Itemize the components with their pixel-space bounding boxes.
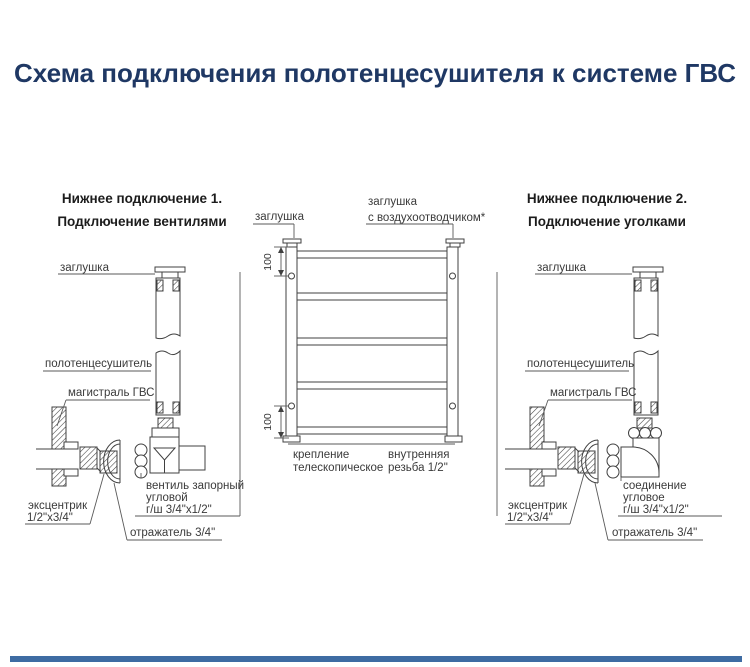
left-eccentric-label-1: эксцентрик [28,500,88,512]
right-heading-2: Подключение уголками [528,214,686,229]
left-valve-label-1: вентиль запорный [146,480,245,492]
left-diagram [25,191,244,540]
left-cap-drawing [155,267,185,278]
center-airvent-label-2: с воздухоотводчиком* [368,212,486,224]
center-diagram [253,196,486,474]
left-plug-label: заглушка [60,262,109,274]
right-main-label: магистраль ГВС [550,387,637,399]
left-valve-label-2: угловой [146,492,188,504]
left-reflector-label: отражатель 3/4" [130,527,216,539]
right-elbow-label-2: угловое [623,492,665,504]
center-dim-top-value: 100 [262,253,274,271]
left-wall-pipe-drawing [36,407,78,486]
left-heading-2: Подключение вентилями [57,214,227,229]
left-valve-drawing [135,418,205,478]
right-rail-drawing [634,278,658,415]
right-eccentric-label-2: 1/2"x3/4" [507,512,553,524]
right-elbow-label-1: соединение [623,480,687,492]
center-dim-bottom [262,406,289,438]
right-eccentric-label-1: эксцентрик [508,500,568,512]
right-heading-1: Нижнее подключение 2. [526,191,688,206]
left-main-label: магистраль ГВС [68,387,155,399]
right-plug-label: заглушка [537,262,586,274]
center-dim-top [262,247,289,276]
footer-accent-bar [10,656,742,662]
center-mount-label-2: телескопическое [293,462,384,474]
center-mount-label-1: крепление [293,449,350,461]
center-thread-label-1: внутренняя [388,449,450,461]
left-eccentric-label-2: 1/2"x3/4" [27,512,73,524]
center-caps-drawing [283,239,464,247]
left-heading-1: Нижнее подключение 1. [61,191,223,206]
left-towel-rail-label: полотенцесушитель [45,358,153,370]
center-dim-bottom-value: 100 [262,413,274,431]
right-elbow-label-3: г/ш 3/4"x1/2" [623,504,689,516]
right-reflector-label: отражатель 3/4" [612,527,698,539]
center-thread-label-2: резьба 1/2" [388,462,448,474]
left-rail-drawing [156,278,180,415]
left-valve-label-3: г/ш 3/4"x1/2" [146,504,212,516]
center-rungs-drawing [297,251,447,434]
right-towel-rail-label: полотенцесушитель [527,358,635,370]
left-eccentric-drawing [80,447,117,473]
center-plug-label: заглушка [255,211,304,223]
right-diagram [497,191,722,540]
right-wall-pipe-drawing [505,407,556,486]
right-elbow-drawing [607,418,662,478]
right-eccentric-drawing [558,447,595,473]
center-airvent-label-1: заглушка [368,196,417,208]
right-cap-drawing [633,267,663,278]
page-title: Схема подключения полотенцесушителя к системе ГВС [14,58,736,88]
